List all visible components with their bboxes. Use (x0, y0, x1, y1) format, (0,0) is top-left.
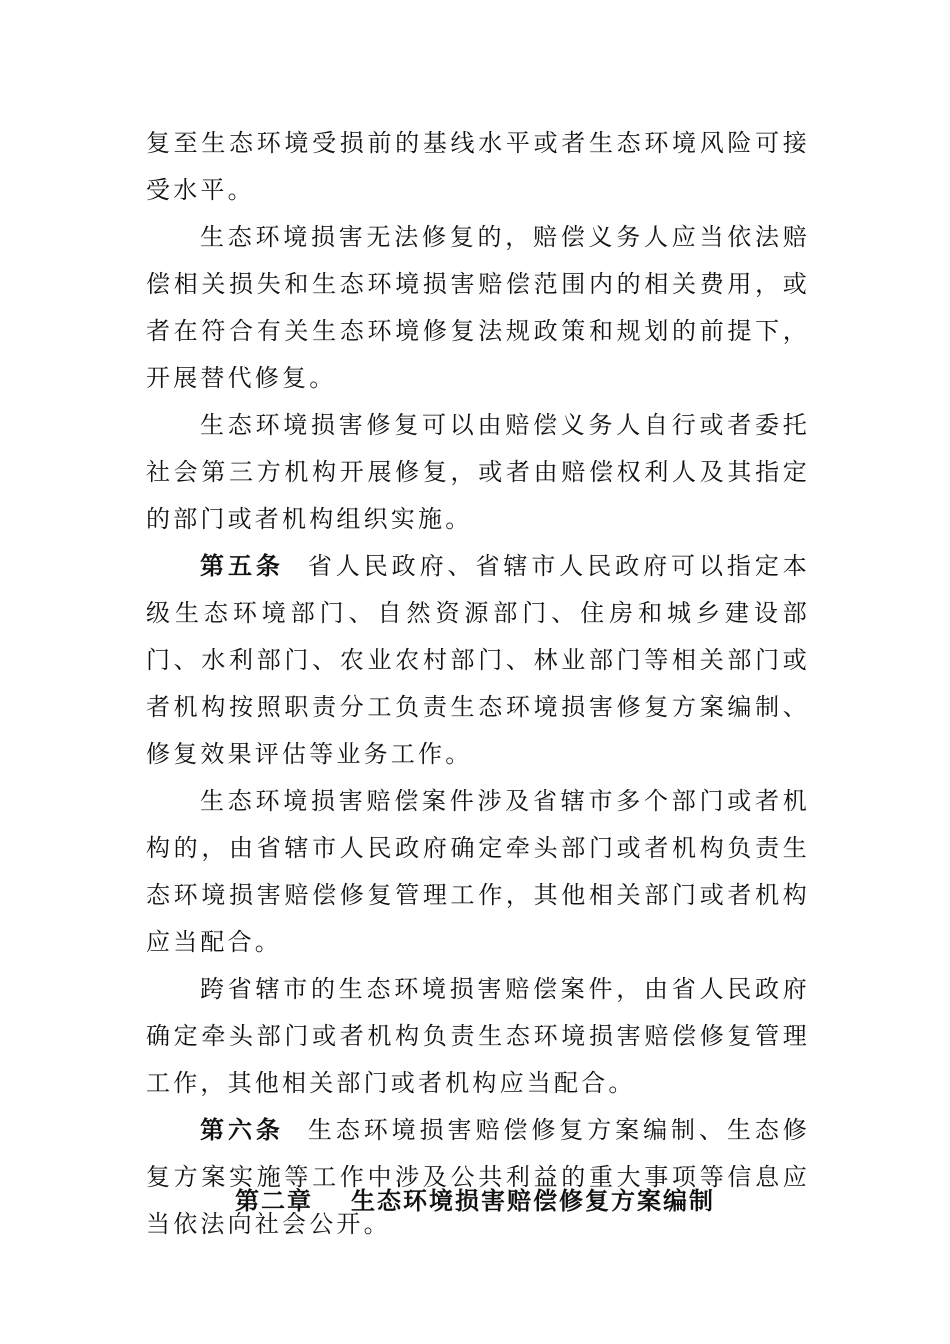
paragraph-text: 生态环境损害赔偿修复方案编制、生态修复方案实施等工作中涉及公共利益的重大事项等信息应当依法向社会公开。 (146, 1116, 810, 1238)
paragraph-text: 生态环境损害无法修复的，赔偿义务人应当依法赔偿相关损失和生态环境损害赔偿范围内的相关费用，或者在符合有关生态环境修复法规政策和规划的前提下，开展替代修复。 (146, 223, 810, 392)
paragraph-multi-department (146, 778, 810, 966)
paragraph-text: 省人民政府、省辖市人民政府可以指定本级生态环境部门、自然资源部门、住房和城乡建设部门、水利部门、农业农村部门、林业部门等相关部门或者机构按照职责分工负责生态环境损害修复方案编制、修复效果评估等业务工作。 (146, 552, 810, 768)
paragraph-text: 复至生态环境受损前的基线水平或者生态环境风险可接受水平。 (146, 129, 810, 204)
article-label: 第五条 (200, 552, 284, 580)
paragraph-text: 生态环境损害修复可以由赔偿义务人自行或者委托社会第三方机构开展修复，或者由赔偿权利人及其指定的部门或者机构组织实施。 (146, 411, 810, 533)
paragraph-continuation (146, 120, 810, 214)
chapter-number: 第二章 (235, 1187, 313, 1215)
document-body (146, 120, 810, 1248)
paragraph-cross-city (146, 966, 810, 1107)
paragraph-text: 生态环境损害赔偿案件涉及省辖市多个部门或者机构的，由省辖市人民政府确定牵头部门或者机构负责生态环境损害赔偿修复管理工作，其他相关部门或者机构应当配合。 (146, 787, 810, 956)
chapter-title: 生态环境损害赔偿修复方案编制 (351, 1187, 715, 1215)
chapter-heading (0, 1178, 950, 1225)
article-5 (146, 543, 810, 778)
article-label: 第六条 (200, 1116, 284, 1144)
paragraph-irreparable-damage (146, 214, 810, 402)
paragraph-repair-implementation (146, 402, 810, 543)
paragraph-text: 跨省辖市的生态环境损害赔偿案件，由省人民政府确定牵头部门或者机构负责生态环境损害赔偿修复管理工作，其他相关部门或者机构应当配合。 (146, 975, 810, 1097)
